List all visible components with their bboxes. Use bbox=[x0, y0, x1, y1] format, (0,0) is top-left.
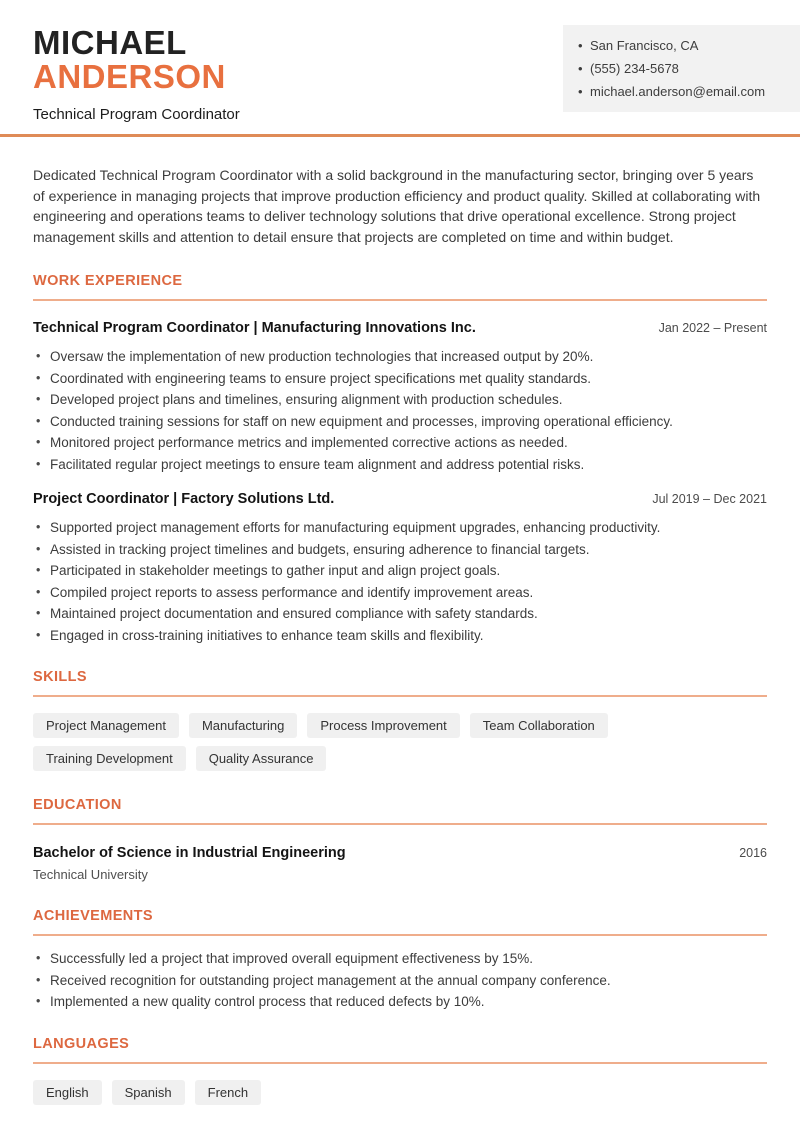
summary-paragraph: Dedicated Technical Program Coordinator with a solid background in the manufacturing sector, bringing over 5 years of experience in managing projects that improve production efficiency and product quality. Skilled at collaborating with engineering and operations teams to deliver technology solutions that drive operational excellence. Strong project management skills and attention to detail ensure that projects are completed on time and within budget. bbox=[33, 167, 761, 245]
achievement-bullet: • Implemented a new quality control process that reduced defects by 10%. bbox=[33, 994, 767, 1010]
education-entry bbox=[33, 845, 767, 882]
job-bullet: • Facilitated regular project meetings to ensure team alignment and address potential risks. bbox=[33, 457, 767, 473]
section-achievements bbox=[33, 908, 767, 1010]
achievements-bullet-list bbox=[33, 951, 767, 1010]
education-header bbox=[33, 845, 767, 861]
job-bullet: • Conducted training sessions for staff on new equipment and processes, improving operational efficiency. bbox=[33, 414, 767, 430]
skills-heading: SKILLS bbox=[33, 669, 767, 697]
language-tag: English bbox=[33, 1080, 102, 1105]
education-heading: EDUCATION bbox=[33, 797, 767, 825]
skill-tag: Process Improvement bbox=[307, 713, 459, 738]
contact-list bbox=[577, 38, 786, 99]
skill-tag: Training Development bbox=[33, 746, 186, 771]
job-title: Project Coordinator | Factory Solutions Ltd. bbox=[33, 491, 335, 507]
resume-header bbox=[0, 0, 800, 134]
contact-email: • michael.anderson@email.com bbox=[577, 84, 786, 99]
job-header bbox=[33, 320, 767, 336]
job-bullet-list bbox=[33, 520, 767, 643]
job-bullet: • Maintained project documentation and ensured compliance with safety standards. bbox=[33, 606, 767, 622]
job-dates: Jan 2022 – Present bbox=[658, 321, 767, 335]
achievement-bullet: • Successfully led a project that improved overall equipment effectiveness by 15%. bbox=[33, 951, 767, 967]
candidate-last-name: ANDERSON bbox=[33, 58, 226, 95]
job-bullet: • Developed project plans and timelines, ensuring alignment with production schedules. bbox=[33, 392, 767, 408]
job-dates: Jul 2019 – Dec 2021 bbox=[652, 492, 767, 506]
resume-content bbox=[0, 165, 800, 1105]
education-degree: Bachelor of Science in Industrial Engineering bbox=[33, 845, 346, 861]
education-year: 2016 bbox=[739, 846, 767, 860]
job-bullet: • Supported project management efforts for manufacturing equipment upgrades, enhancing productivity. bbox=[33, 520, 767, 536]
job-title: Technical Program Coordinator | Manufacturing Innovations Inc. bbox=[33, 320, 476, 336]
skill-tag: Quality Assurance bbox=[196, 746, 327, 771]
language-tag: Spanish bbox=[112, 1080, 185, 1105]
skill-tag: Team Collaboration bbox=[470, 713, 608, 738]
languages-heading: LANGUAGES bbox=[33, 1036, 767, 1064]
skill-tag: Project Management bbox=[33, 713, 179, 738]
job-bullet-list bbox=[33, 349, 767, 472]
section-skills bbox=[33, 669, 767, 771]
contact-box bbox=[563, 25, 800, 112]
candidate-job-title: Technical Program Coordinator bbox=[33, 106, 240, 123]
job-bullet: • Engaged in cross-training initiatives to enhance team skills and flexibility. bbox=[33, 628, 767, 644]
work-experience-heading: WORK EXPERIENCE bbox=[33, 273, 767, 301]
job-bullet: • Monitored project performance metrics and implemented corrective actions as needed. bbox=[33, 435, 767, 451]
job-bullet: • Compiled project reports to assess performance and identify improvement areas. bbox=[33, 585, 767, 601]
job-entry bbox=[33, 320, 767, 472]
job-bullet: • Participated in stakeholder meetings to gather input and align project goals. bbox=[33, 563, 767, 579]
achievement-bullet: • Received recognition for outstanding project management at the annual company conference. bbox=[33, 973, 767, 989]
section-languages bbox=[33, 1036, 767, 1105]
section-education bbox=[33, 797, 767, 882]
contact-phone: • (555) 234-5678 bbox=[577, 61, 786, 76]
contact-location: • San Francisco, CA bbox=[577, 38, 786, 53]
candidate-first-name: MICHAEL bbox=[33, 24, 187, 61]
education-school: Technical University bbox=[33, 867, 148, 882]
job-entry bbox=[33, 491, 767, 643]
job-bullet: • Assisted in tracking project timelines and budgets, ensuring adherence to financial targets. bbox=[33, 542, 767, 558]
section-work-experience bbox=[33, 273, 767, 643]
header-divider bbox=[0, 134, 800, 137]
languages-tag-list bbox=[33, 1080, 767, 1105]
job-bullet: • Coordinated with engineering teams to ensure project specifications met quality standards. bbox=[33, 371, 767, 387]
job-header bbox=[33, 491, 767, 507]
job-bullet: • Oversaw the implementation of new production technologies that increased output by 20%. bbox=[33, 349, 767, 365]
skill-tag: Manufacturing bbox=[189, 713, 297, 738]
skills-tag-list bbox=[33, 713, 767, 771]
language-tag: French bbox=[195, 1080, 261, 1105]
achievements-heading: ACHIEVEMENTS bbox=[33, 908, 767, 936]
